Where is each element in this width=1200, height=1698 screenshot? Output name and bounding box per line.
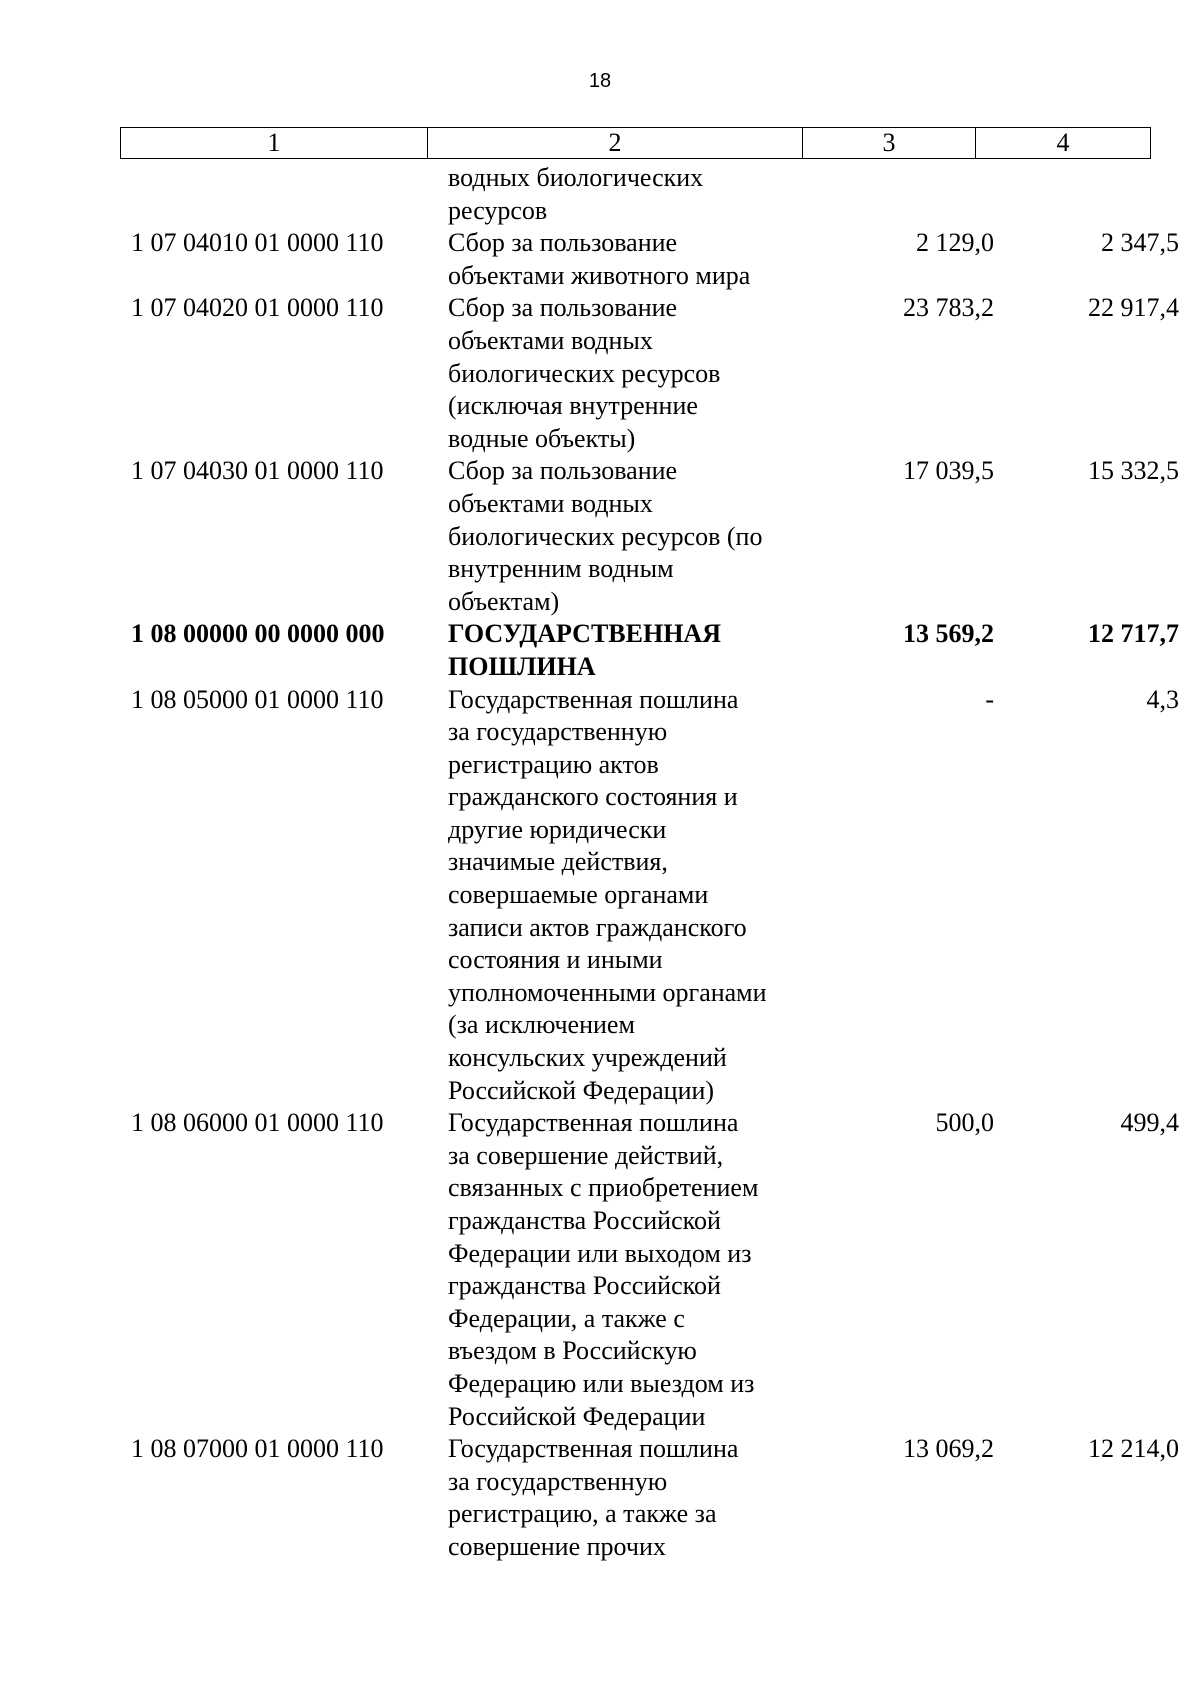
- row-code: 1 07 04010 01 0000 110: [131, 228, 384, 258]
- row-col3-value: [822, 162, 1005, 227]
- row-col3-value: 500,0: [935, 1108, 994, 1138]
- table-body: [120, 162, 1190, 1564]
- row-name: Сбор за пользование объектами водных биологических ресурсов (по внутренним водным объектам): [448, 456, 763, 616]
- header-col-2: 2: [428, 128, 803, 159]
- budget-table: [120, 162, 1190, 1564]
- row-code: 1 07 04030 01 0000 110: [131, 456, 384, 486]
- table-row: [120, 162, 1190, 227]
- header-row: [121, 128, 1151, 159]
- row-name: Сбор за пользование объектами животного мира: [448, 228, 751, 290]
- row-col3-value: 17 039,5: [903, 456, 994, 486]
- header-col-4: 4: [976, 128, 1151, 159]
- table-row: [120, 292, 1190, 455]
- row-name: Сбор за пользование объектами водных биологических ресурсов (исключая внутренние водные объекты): [448, 293, 721, 453]
- row-name: ГОСУДАРСТВЕННАЯ ПОШЛИНА: [448, 619, 721, 681]
- row-code: 1 08 06000 01 0000 110: [131, 1108, 384, 1138]
- row-col4-value: 4,3: [1146, 684, 1179, 714]
- row-col4-value: 499,4: [1120, 1108, 1179, 1138]
- page-number: 18: [588, 70, 612, 92]
- table-row: [120, 227, 1190, 292]
- row-col3-value: 13 569,2: [903, 619, 994, 649]
- row-name: водных биологических ресурсов: [448, 163, 704, 225]
- table-row: [120, 455, 1190, 618]
- row-code: [120, 162, 437, 227]
- row-code: 1 08 07000 01 0000 110: [131, 1434, 384, 1464]
- header-col-3: 3: [803, 128, 976, 159]
- table-row: [120, 618, 1190, 683]
- row-name: Государственная пошлина за совершение действий, связанных с приобретением гражданства Российской Федерации или выходом из гражданства Российской Федерации, а также с въездом в Российскую Федерацию или выездом из Российской Федерации: [448, 1108, 759, 1431]
- table-row: [120, 684, 1190, 1108]
- row-col4-value: 12 214,0: [1088, 1434, 1179, 1464]
- table-header: [120, 127, 1151, 159]
- row-name: Государственная пошлина за государственную регистрацию актов гражданского состояния и другие юридически значимые действия, совершаемые органами записи актов гражданского состояния и иными уполномоченными органами (за исключением консульских учреждений Российской Федерации): [448, 684, 767, 1105]
- row-col4-value: 2 347,5: [1101, 228, 1179, 258]
- header-col-1: 1: [121, 128, 428, 159]
- row-code: 1 08 00000 00 0000 000: [131, 619, 385, 649]
- row-col4-value: [1005, 162, 1190, 227]
- row-col4-value: 15 332,5: [1088, 456, 1179, 486]
- row-name: Государственная пошлина за государственную регистрацию, а также за совершение прочих: [448, 1434, 739, 1561]
- row-col4-value: 12 717,7: [1088, 619, 1179, 649]
- table-row: [120, 1433, 1190, 1563]
- row-col3-value: 13 069,2: [903, 1434, 994, 1464]
- row-col3-value: 2 129,0: [916, 228, 994, 258]
- row-col3-value: 23 783,2: [903, 293, 994, 323]
- row-col3-value: -: [985, 684, 994, 714]
- row-code: 1 07 04020 01 0000 110: [131, 293, 384, 323]
- row-code: 1 08 05000 01 0000 110: [131, 684, 384, 714]
- row-col4-value: 22 917,4: [1088, 293, 1179, 323]
- table-row: [120, 1107, 1190, 1433]
